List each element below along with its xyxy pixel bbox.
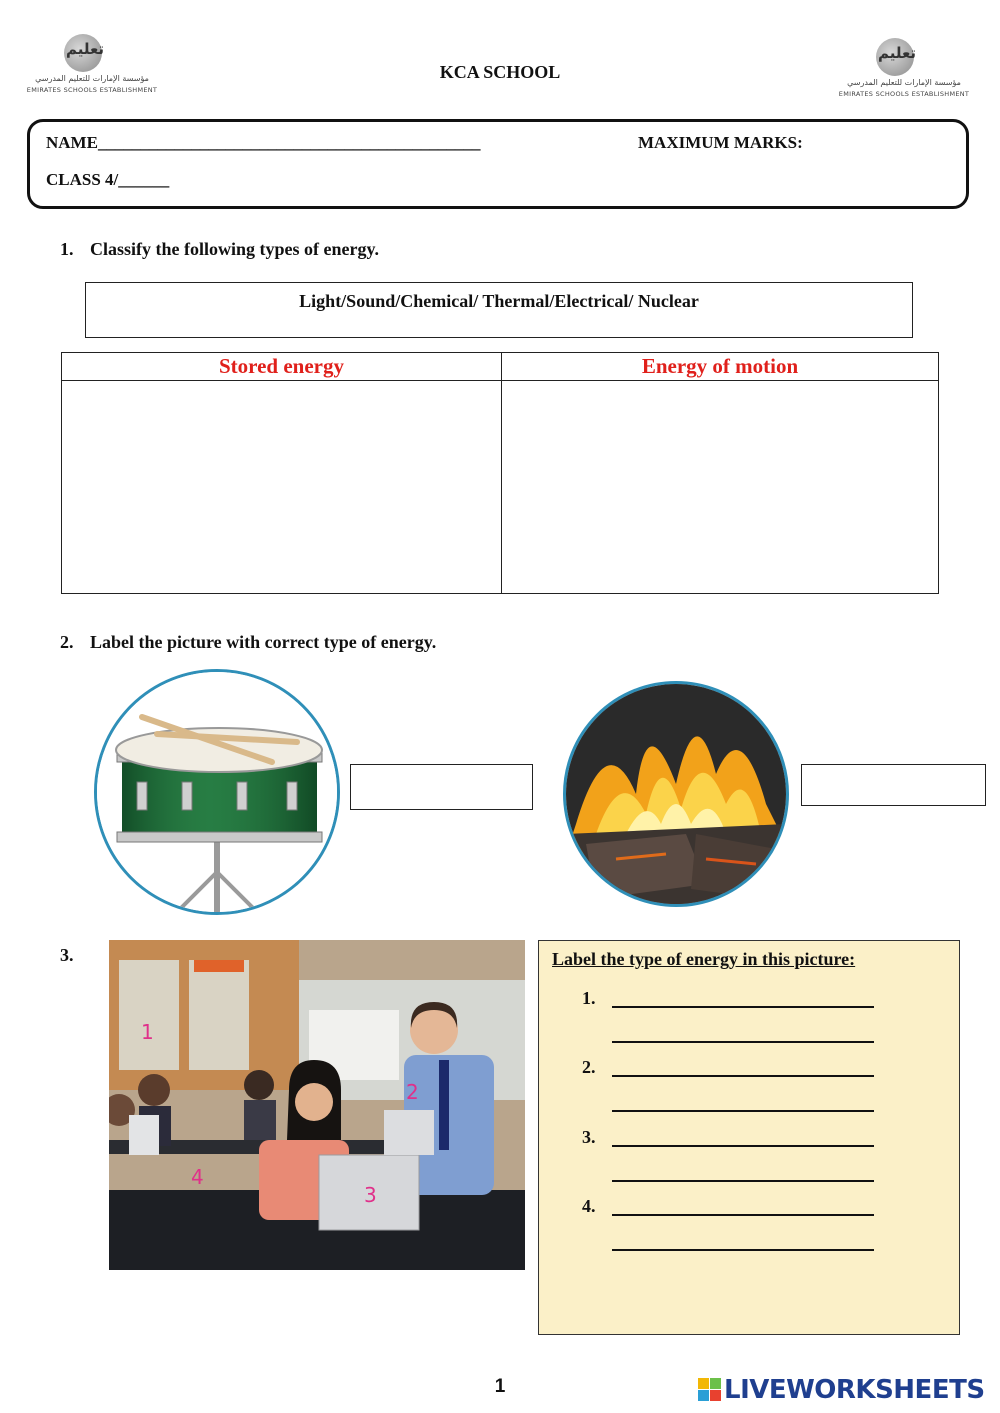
q1-number: 1. bbox=[60, 239, 74, 259]
logo-mark-text: تعليم bbox=[65, 40, 105, 58]
answer-line-1b[interactable] bbox=[612, 1041, 874, 1043]
fire-answer-box[interactable] bbox=[801, 764, 986, 806]
school-title: KCA SCHOOL bbox=[439, 62, 561, 82]
answer-line-4a[interactable] bbox=[612, 1214, 874, 1216]
answer-line-3b[interactable] bbox=[612, 1180, 874, 1182]
answer-line-4b[interactable] bbox=[612, 1249, 874, 1251]
name-field[interactable]: NAME_____________________________________________ bbox=[46, 133, 481, 152]
q2-number: 2. bbox=[60, 632, 74, 652]
maximum-marks-label: MAXIMUM MARKS: bbox=[638, 133, 803, 152]
photo-label-3: 3 bbox=[364, 1183, 377, 1207]
fire-image bbox=[563, 681, 789, 907]
answer-number-4: 4. bbox=[582, 1196, 596, 1216]
logo-arabic-name: مؤسسة الإمارات للتعليم المدرسي bbox=[35, 74, 149, 83]
drum-image bbox=[94, 669, 340, 915]
drum-icon bbox=[97, 672, 337, 912]
energy-of-motion-header: Energy of motion bbox=[502, 353, 939, 381]
answer-number-1: 1. bbox=[582, 988, 596, 1008]
classroom-photo bbox=[109, 940, 525, 1270]
drum-answer-box[interactable] bbox=[350, 764, 533, 810]
logo-english-name: EMIRATES SCHOOLS ESTABLISHMENT bbox=[838, 90, 970, 98]
answer-line-1a[interactable] bbox=[612, 1006, 874, 1008]
answer-line-2a[interactable] bbox=[612, 1075, 874, 1077]
energy-of-motion-cell[interactable] bbox=[502, 381, 939, 594]
logo-english-name: EMIRATES SCHOOLS ESTABLISHMENT bbox=[26, 86, 158, 94]
liveworksheets-icon bbox=[698, 1378, 722, 1402]
page-number: 1 bbox=[494, 1376, 506, 1397]
label-answer-box bbox=[538, 940, 960, 1335]
label-box-heading: Label the type of energy in this picture: bbox=[552, 949, 856, 969]
liveworksheets-text: LIVEWORKSHEETS bbox=[724, 1375, 985, 1405]
photo-label-1: 1 bbox=[141, 1020, 154, 1044]
photo-label-2: 2 bbox=[406, 1080, 419, 1104]
answer-line-2b[interactable] bbox=[612, 1110, 874, 1112]
answer-line-3a[interactable] bbox=[612, 1145, 874, 1147]
class-field[interactable]: CLASS 4/______ bbox=[46, 170, 170, 189]
classification-table bbox=[61, 352, 939, 594]
energy-options-box bbox=[85, 282, 913, 338]
logo-arabic-name: مؤسسة الإمارات للتعليم المدرسي bbox=[847, 78, 961, 87]
classroom-scene bbox=[109, 940, 525, 1270]
photo-label-4: 4 bbox=[191, 1165, 204, 1189]
stored-energy-header: Stored energy bbox=[62, 353, 502, 381]
answer-number-3: 3. bbox=[582, 1127, 596, 1147]
answer-number-2: 2. bbox=[582, 1057, 596, 1077]
q1-text: Classify the following types of energy. bbox=[90, 239, 379, 259]
q2-text: Label the picture with correct type of energy. bbox=[90, 632, 437, 652]
logo-mark-text: تعليم bbox=[877, 44, 917, 62]
fire-icon bbox=[566, 684, 786, 904]
q3-number: 3. bbox=[60, 945, 74, 965]
energy-options: Light/Sound/Chemical/ Thermal/Electrical/ Nuclear bbox=[299, 291, 699, 311]
stored-energy-cell[interactable] bbox=[62, 381, 502, 594]
